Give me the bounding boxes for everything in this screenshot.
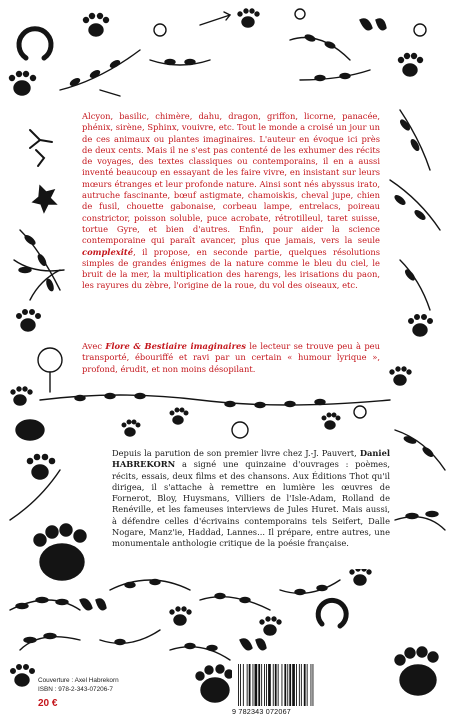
- paw-print-icon: [409, 315, 433, 336]
- paw-print-icon: [11, 665, 35, 686]
- dandelion-icon: [232, 406, 366, 438]
- hoof-print-icon: [80, 599, 106, 610]
- price: 20 €: [38, 698, 58, 709]
- dandelion-icon: [38, 348, 62, 392]
- paw-print-icon: [84, 14, 109, 37]
- author-name: Daniel HABREKORN: [112, 448, 390, 470]
- starfish-icon: [33, 186, 56, 212]
- bear-paw-icon: [34, 524, 86, 580]
- fern-icon: [14, 230, 64, 300]
- sun-flower-icon: [154, 9, 426, 36]
- leaves-icon: [19, 234, 54, 291]
- bird-track-icon: [30, 130, 52, 166]
- paw-print-icon: [238, 9, 259, 27]
- blurb-paragraph-2: Avec Flore & Bestiaire imaginaires le lecteur se trouve peu à peu transporté, ébouriffé et ravi par un certain « humour lyrique », profond, érudit, et non moins désopilant.: [82, 341, 380, 374]
- blurb-paragraph-1: Alcyon, basilic, chimère, dahu, dragon, griffon, licorne, panacée, phénix, sirène, Sphinx, vouivre, etc. Tout le monde a croisé un jour un de ces animaux ou plantes imaginaires. L'auteur en évoque ici près de deux cents. Mais il ne s'est pas contenté de les exhumer des récits de voyages, des textes classiques ou contemporains, il en a aussi inventé beaucoup en essayant de les faire vivre, en insistant sur leurs mœurs étranges et leur profonde nature. Ainsi sont nés abyssus irato, autruche fascinante, bœuf astigmate, chamoiskis, cheval jupe, chien de fusil, chouette gabonaise, corbeau lampe, entrelacs, poireau constrictor, poisson soluble, puce acrobate, rétrotilleul, taret suisse, tortue Gyre, et bien d'autres. Enfin, pour aider la science contemporaine qui paraît avancer, plus que jamais, vers la seule complexité, il propose, en seconde partie, quelques résolutions simples de grandes énigmes de la nature comme le bleu du ciel, le bruit de la mer, la multiplication des harengs, les irisations du paon, les rayures du zèbre, l'origine de la roue, du vol des oiseaux, etc.: [82, 111, 380, 291]
- paw-print-icon: [17, 310, 41, 331]
- arrow-icon: [100, 12, 230, 96]
- leaves-icon: [404, 436, 438, 519]
- leaf-garland-icon: [40, 395, 390, 405]
- paw-print-icon: [399, 54, 423, 77]
- credits: [38, 676, 119, 694]
- paw-print-icon: [27, 454, 54, 479]
- paw-print-icon: [122, 420, 140, 436]
- horseshoe-icon: [19, 29, 51, 58]
- paw-print-icon: [170, 607, 191, 625]
- paw-print-icon: [170, 408, 188, 424]
- paw-print-icon: [390, 367, 411, 385]
- hoof-print-icon: [360, 19, 386, 30]
- barcode: [236, 664, 338, 706]
- horseshoe-icon: [318, 600, 346, 626]
- leaves-icon: [16, 598, 68, 643]
- barcode-digits: 9 782343 072067: [232, 707, 291, 716]
- author-bio: Depuis la parution de son premier livre chez J.-J. Pauvert, Daniel HABREKORN a signé une quinzaine d'ouvrages : poèmes, récits, essais, deux films et des chansons. Aux Éditions Thot qu'il dirigea, il s'attache à remettre en lumière les œuvres de Fornerot, Bloy, Huysmans, Villiers de l'Isle-Adam, Rolland de Renéville, et les fameuses interviews de Jules Huret. Mais aussi, à défendre celles d'écrivains contemporains tels Seifert, Dalle Nogare, Manz'ie, Haddad, Lannes... Il prépare, entre autres, une monumentale anthologie critique de la poésie française.: [112, 448, 390, 549]
- paw-print-icon: [350, 567, 371, 585]
- paw-print-icon: [322, 413, 340, 429]
- bear-paw-icon: [395, 647, 438, 695]
- leaves-icon: [394, 119, 426, 281]
- bear-paw-icon: [196, 665, 233, 702]
- cover-credit: Couverture : Axel Habrekorn: [38, 677, 119, 684]
- hoof-print-icon: [240, 639, 266, 650]
- paw-print-icon: [10, 72, 36, 96]
- paw-print-icon: [11, 387, 32, 405]
- leaves-icon: [115, 580, 327, 651]
- isbn: ISBN : 978-2-343-07206-7: [38, 686, 113, 693]
- bean-print-icon: [16, 420, 44, 440]
- paw-print-icon: [260, 617, 281, 635]
- leaf-sprig-icon: [60, 38, 370, 91]
